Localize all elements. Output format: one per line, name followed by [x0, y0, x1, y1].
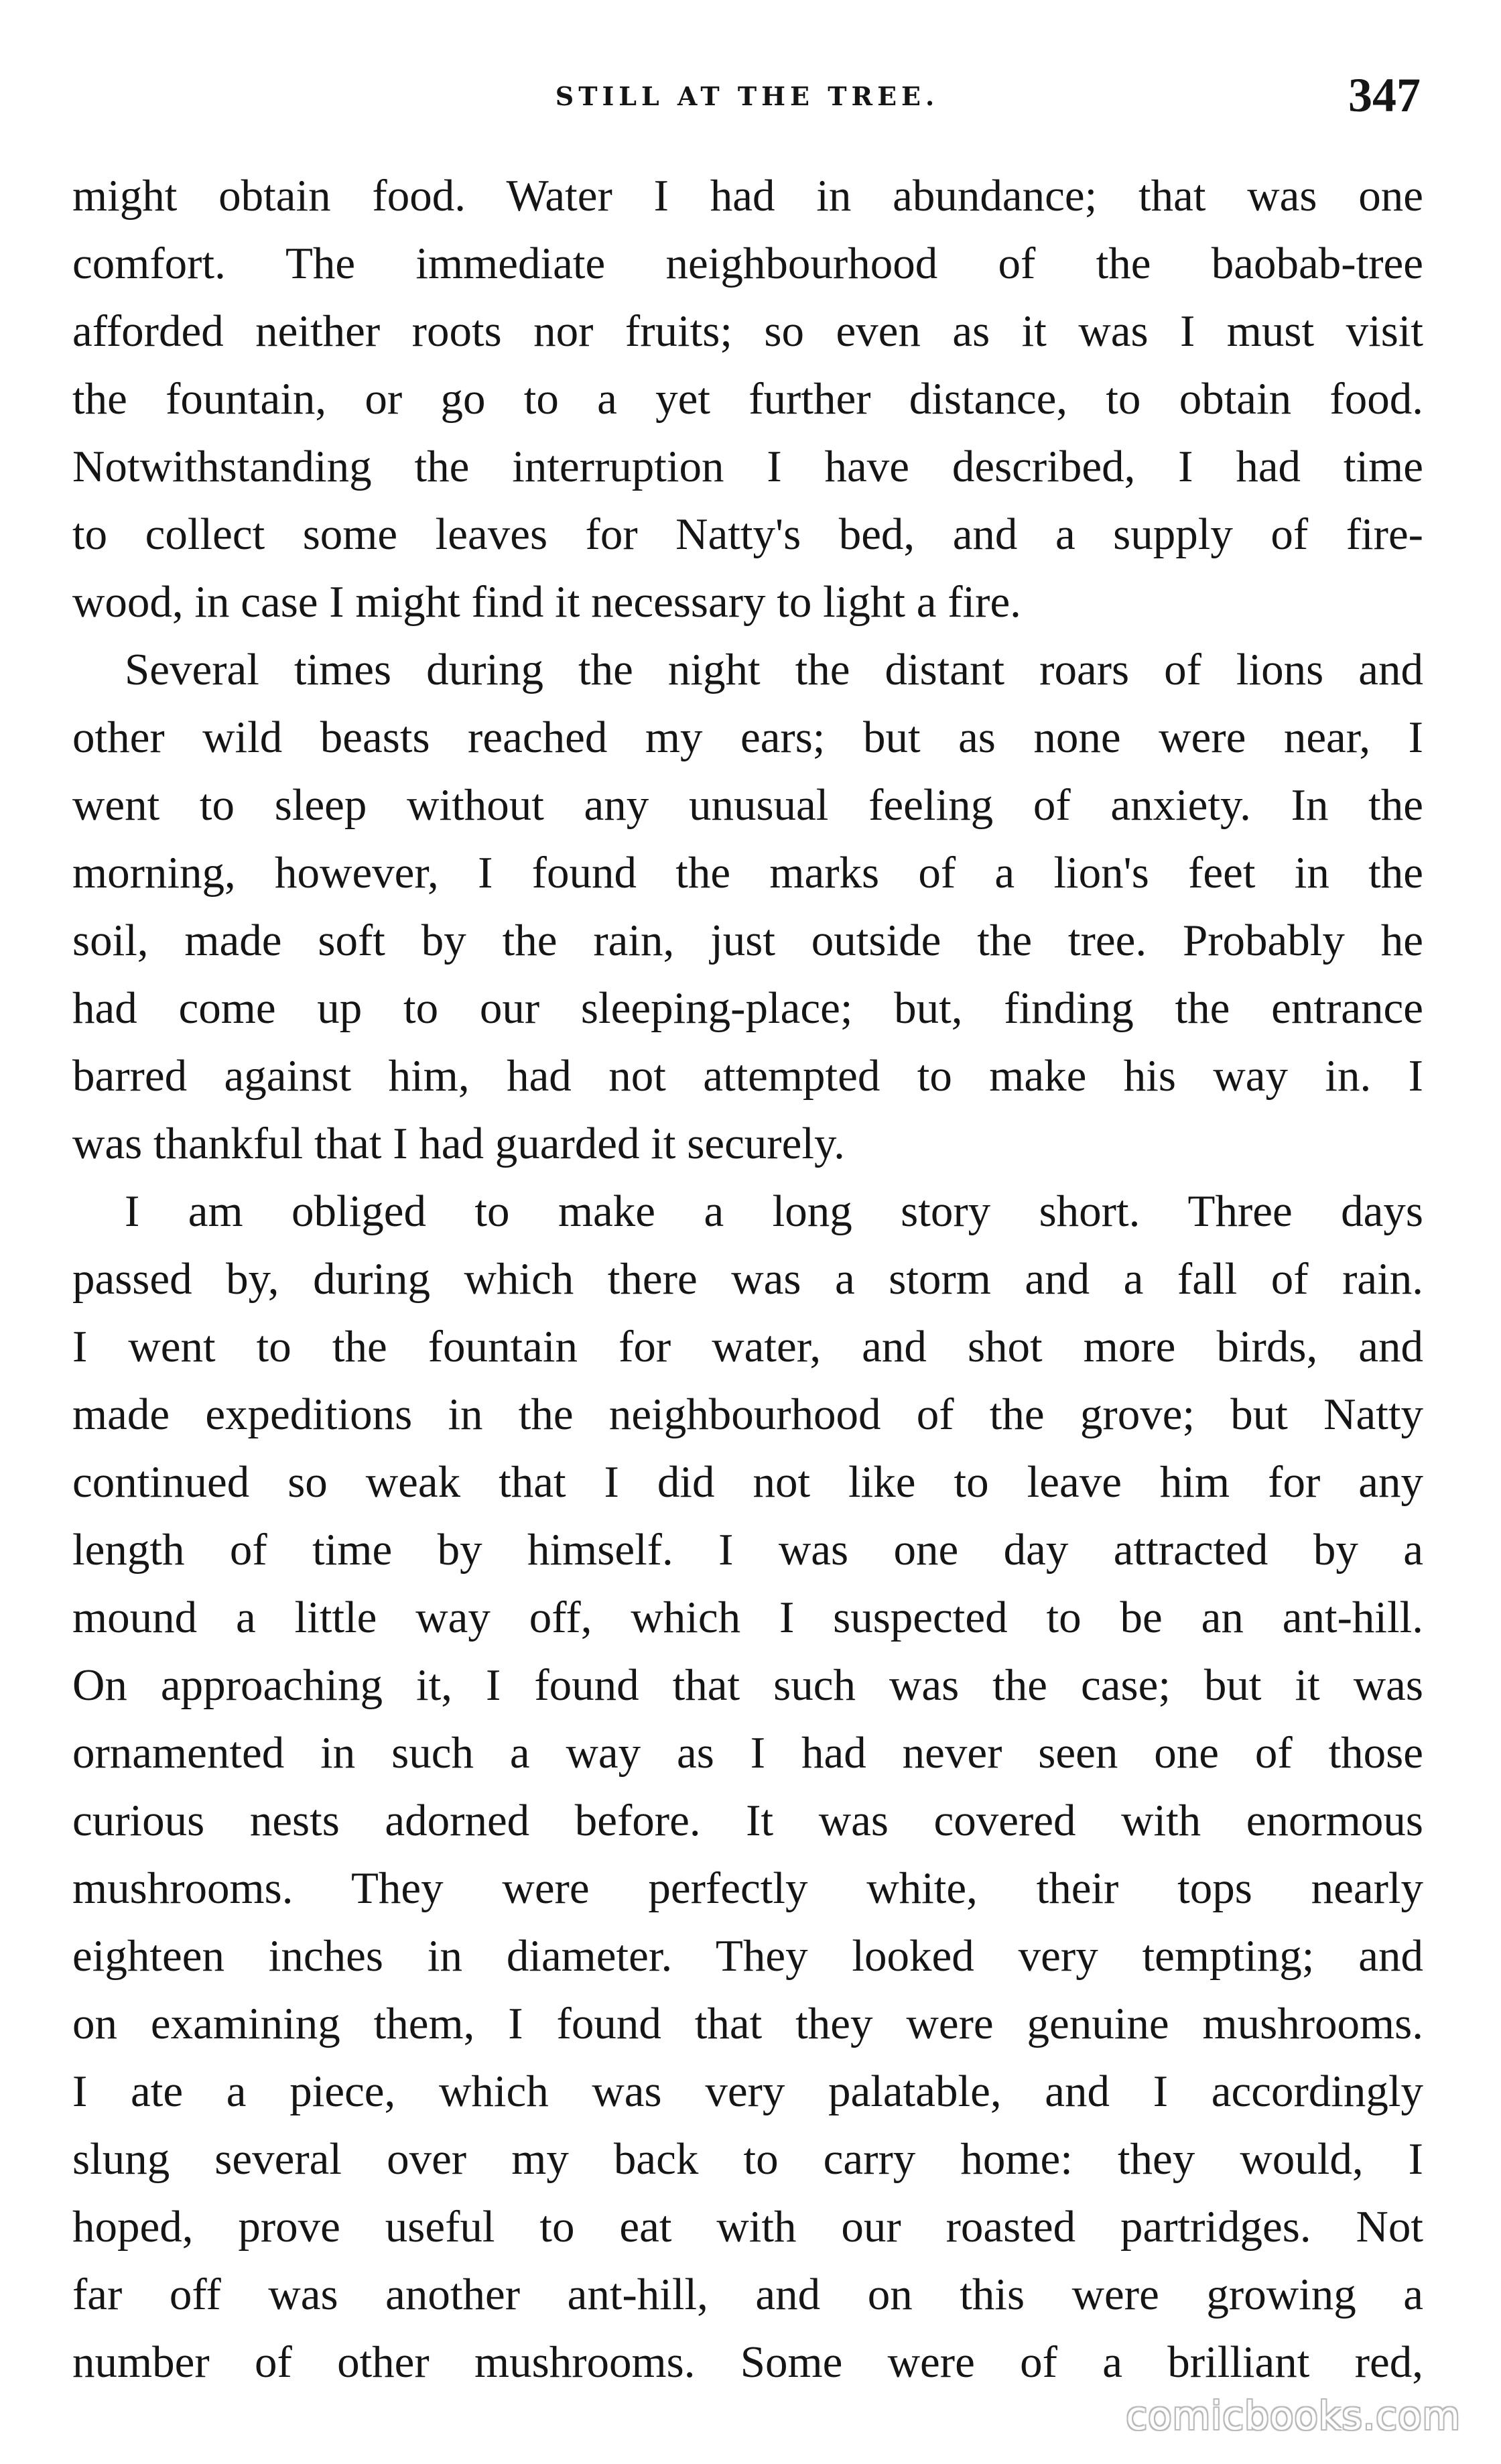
text-line: On approaching it, I found that such was the case; but it was [72, 1660, 1423, 1710]
text-line: went to sleep without any unusual feeling of anxiety. In the [72, 780, 1423, 830]
text-line: comfort. The immediate neighbourhood of the baobab-tree [72, 239, 1423, 288]
text-line: far off was another ant-hill, and on this were growing a [72, 2270, 1423, 2319]
text-line: made expeditions in the neighbourhood of the grove; but Natty [72, 1390, 1423, 1439]
text-line: was thankful that I had guarded it securely. [72, 1119, 845, 1168]
text-line: barred against him, had not attempted to make his way in. I [72, 1051, 1423, 1101]
text-line: had come up to our sleeping-place; but, finding the entrance [72, 983, 1423, 1033]
text-line: mushrooms. They were perfectly white, their tops nearly [72, 1863, 1423, 1913]
paragraph [72, 162, 1423, 636]
text-line: I am obliged to make a long story short. Three days [125, 1186, 1423, 1236]
text-line: to collect some leaves for Natty's bed, and a supply of fire- [72, 509, 1423, 559]
text-line: might obtain food. Water I had in abundance; that was one [72, 171, 1423, 221]
body-text [72, 162, 1423, 2396]
text-line: soil, made soft by the rain, just outside the tree. Probably he [72, 916, 1423, 965]
text-line: passed by, during which there was a storm and a fall of rain. [72, 1254, 1423, 1304]
text-line: wood, in case I might find it necessary to light a fire. [72, 577, 1021, 627]
watermark: comicbooks.com [1126, 2393, 1461, 2439]
text-line: I went to the fountain for water, and shot more birds, and [72, 1322, 1423, 1371]
text-line: Notwithstanding the interruption I have described, I had time [72, 442, 1423, 491]
running-head [74, 64, 1421, 137]
text-line: continued so weak that I did not like to leave him for any [72, 1457, 1423, 1507]
paragraph [72, 636, 1423, 1178]
text-line: curious nests adorned before. It was covered with enormous [72, 1796, 1423, 1845]
text-line: number of other mushrooms. Some were of a brilliant red, [72, 2337, 1423, 2387]
text-line: the fountain, or go to a yet further distance, to obtain food. [72, 374, 1423, 424]
running-title: STILL AT THE TREE. [555, 81, 939, 111]
text-line: afforded neither roots nor fruits; so even as it was I must visit [72, 306, 1423, 356]
text-line: slung several over my back to carry home: they would, I [72, 2134, 1423, 2184]
text-line: length of time by himself. I was one day attracted by a [72, 1525, 1423, 1575]
text-line: other wild beasts reached my ears; but as none were near, I [72, 713, 1423, 762]
text-line: I ate a piece, which was very palatable, and I accordingly [72, 2067, 1423, 2116]
text-line: on examining them, I found that they were genuine mushrooms. [72, 1999, 1423, 2048]
text-line: morning, however, I found the marks of a lion's feet in the [72, 848, 1423, 898]
text-line: Several times during the night the distant roars of lions and [125, 645, 1423, 694]
page-number: 347 [1348, 68, 1421, 122]
paragraph [72, 1178, 1423, 2396]
text-line: eighteen inches in diameter. They looked very tempting; and [72, 1931, 1423, 1981]
text-line: mound a little way off, which I suspected to be an ant-hill. [72, 1593, 1423, 1642]
text-line: ornamented in such a way as I had never seen one of those [72, 1728, 1423, 1778]
text-line: hoped, prove useful to eat with our roasted partridges. Not [72, 2202, 1423, 2252]
